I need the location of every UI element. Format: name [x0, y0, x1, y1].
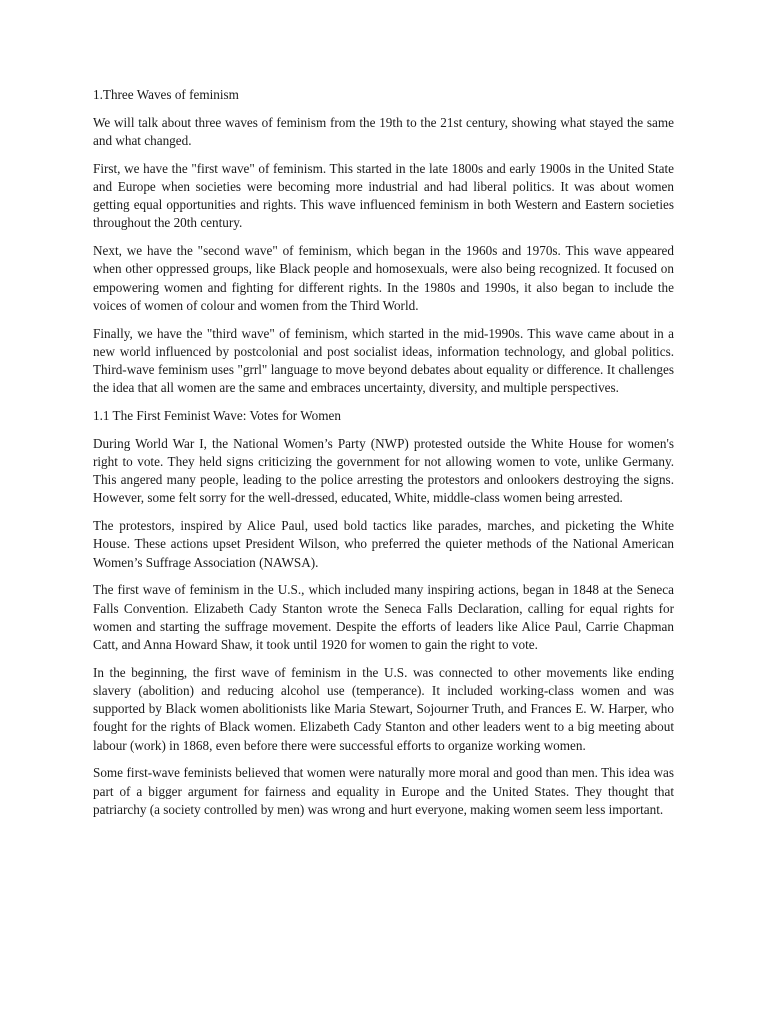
- paragraph: We will talk about three waves of feminism from the 19th to the 21st century, showing what stayed the same and what changed.: [93, 114, 674, 148]
- document-body: [93, 86, 674, 829]
- paragraph: Some first-wave feminists believed that women were naturally more moral and good than men. This idea was part of a bigger argument for fairness and equality in Europe and the United States. They thought that patriarchy (a society controlled by men) was wrong and hurt everyone, making women seem less important.: [93, 765, 674, 817]
- paragraph: Finally, we have the "third wave" of feminism, which started in the mid-1990s. This wave came about in a new world influenced by postcolonial and post socialist ideas, information technology, and global politics. Third-wave feminism uses "grrl" language to move beyond debates about equality or difference. It challenges the idea that all women are the same and embraces uncertainty, diversity, and multiple perspectives.: [93, 325, 674, 396]
- section-heading: 1.Three Waves of feminism: [93, 87, 239, 102]
- paragraph: The first wave of feminism in the U.S., which included many inspiring actions, began in 1848 at the Seneca Falls Convention. Elizabeth Cady Stanton wrote the Seneca Falls Declaration, calling for equal rights for women and starting the suffrage movement. Despite the efforts of leaders like Alice Paul, Carrie Chapman Catt, and Anna Howard Shaw, it took until 1920 for women to gain the right to vote.: [93, 582, 674, 653]
- paragraph: Next, we have the "second wave" of feminism, which began in the 1960s and 1970s. This wave appeared when other oppressed groups, like Black people and homosexuals, were also being recognized. It focused on empowering women and fighting for different rights. In the 1980s and 1990s, it also began to include the voices of women of colour and women from the Third World.: [93, 243, 674, 313]
- section-heading: 1.1 The First Feminist Wave: Votes for Women: [93, 408, 341, 424]
- paragraph: In the beginning, the first wave of feminism in the U.S. was connected to other movements like ending slavery (abolition) and reducing alcohol use (temperance). It included working-class women and was supported by Black women abolitionists like Maria Stewart, Sojourner Truth, and Frances E. W. Harper, who fought for the rights of Black women. Elizabeth Cady Stanton and other leaders went to a big meeting about labour (work) in 1868, even before there were successful efforts to organize working women.: [93, 664, 674, 753]
- paragraph: First, we have the "first wave" of feminism. This started in the late 1800s and early 1900s in the United State and Europe when societies were becoming more industrial and had liberal politics. It was about women getting equal opportunities and rights. This wave influenced feminism in both Western and Eastern societies throughout the 20th century.: [93, 160, 674, 231]
- paragraph: The protestors, inspired by Alice Paul, used bold tactics like parades, marches, and picketing the White House. These actions upset President Wilson, who preferred the quieter methods of the National American Women’s Suffrage Association (NAWSA).: [93, 518, 674, 570]
- paragraph: During World War I, the National Women’s Party (NWP) protested outside the White House for women's right to vote. They held signs criticizing the government for not allowing women to vote, unlike Germany. This angered many people, leading to the police arresting the protestors and onlookers destroying the signs. However, some felt sorry for the well-dressed, educated, White, middle-class women being arrested.: [93, 435, 674, 506]
